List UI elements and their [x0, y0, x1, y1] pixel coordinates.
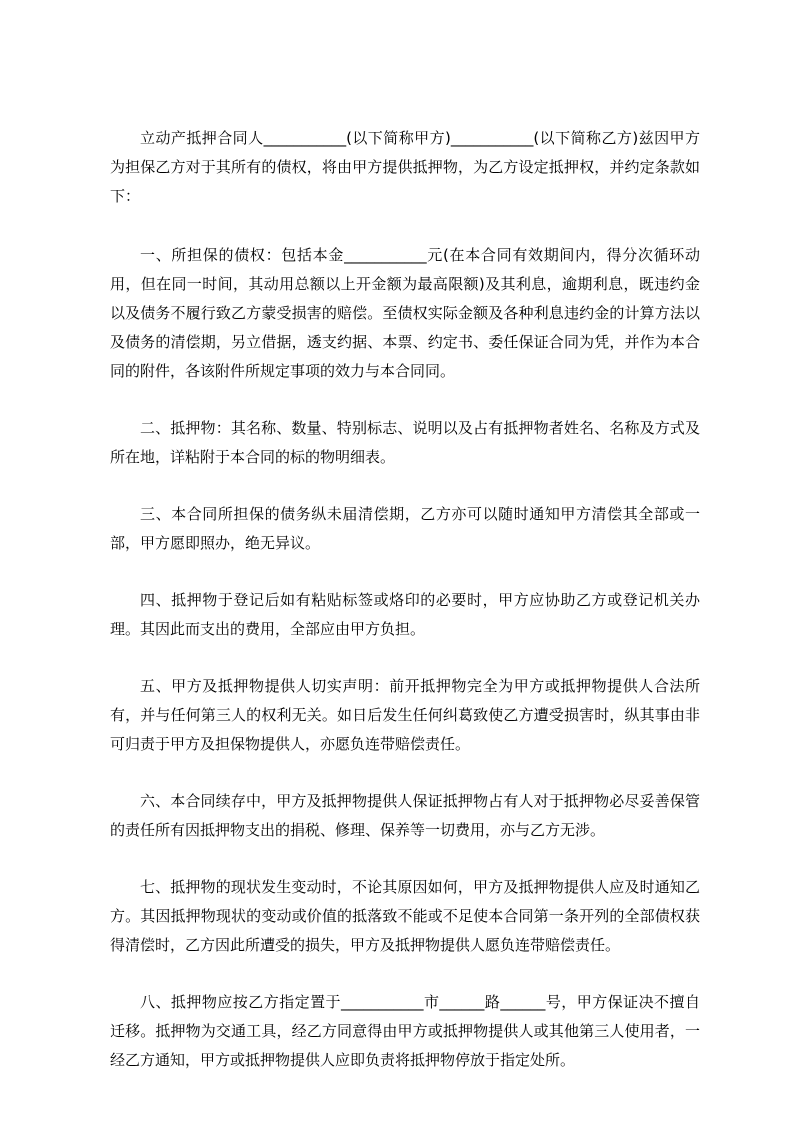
paragraph-clause-5: 五、甲方及抵押物提供人切实声明：前开抵押物完全为甲方或抵押物提供人合法所有，并与任何第三人的权利无关。如日后发生任何纠葛致使乙方遭受损害时，纵其事由非可归责于甲方及担保物提供人，亦愿负连带赔偿责任。	[110, 677, 700, 753]
paragraph-clause-8: 八、抵押物应按乙方指定置于___________市______路______号，甲方保证决不擅自迁移。抵押物为交通工具，经乙方同意得由甲方或抵押物提供人或其他第三人使用者，一经乙方通知，甲方或抵押物提供人应即负责将抵押物停放于指定处所。	[110, 993, 700, 1069]
contract-body	[110, 124, 700, 1103]
paragraph-intro: 立动产抵押合同人___________(以下简称甲方)___________(以下简称乙方)兹因甲方为担保乙方对于其所有的债权，将由甲方提供抵押物，为乙方设定抵押权，并约定条款如下：	[110, 129, 700, 205]
paragraph-clause-7: 七、抵押物的现状发生变动时，不论其原因如何，甲方及抵押物提供人应及时通知乙方。其因抵押物现状的变动或价值的抵落致不能或不足使本合同第一条开列的全部债权获得清偿时，乙方因此所遭受的损失，甲方及抵押物提供人愿负连带赔偿责任。	[110, 878, 700, 954]
paragraph-clause-2: 二、抵押物：其名称、数量、特别标志、说明以及占有抵押物者姓名、名称及方式及所在地，详粘附于本合同的标的物明细表。	[110, 419, 700, 466]
paragraph-clause-1: 一、所担保的债权：包括本金___________元(在本合同有效期间内，得分次循环动用，但在同一时间，其动用总额以上开金额为最高限额)及其利息，逾期利息，既违约金以及债务不履行致乙方蒙受损害的赔偿。至债权实际金额及各种利息违约金的计算方法以及债务的清偿期，另立借据，透支约据、本票、约定书、委任保证合同为凭，并作为本合同的附件，各该附件所规定事项的效力与本合同同。	[110, 246, 700, 380]
paragraph-clause-3: 三、本合同所担保的债务纵未届清偿期，乙方亦可以随时通知甲方清偿其全部或一部，甲方愿即照办，绝无异议。	[110, 505, 700, 552]
paragraph-clause-4: 四、抵押物于登记后如有粘贴标签或烙印的必要时，甲方应协助乙方或登记机关办理。其因此而支出的费用，全部应由甲方负担。	[110, 591, 700, 638]
paragraph-clause-6: 六、本合同续存中，甲方及抵押物提供人保证抵押物占有人对于抵押物必尽妥善保管的责任所有因抵押物支出的捐税、修理、保养等一切费用，亦与乙方无涉。	[110, 792, 700, 839]
